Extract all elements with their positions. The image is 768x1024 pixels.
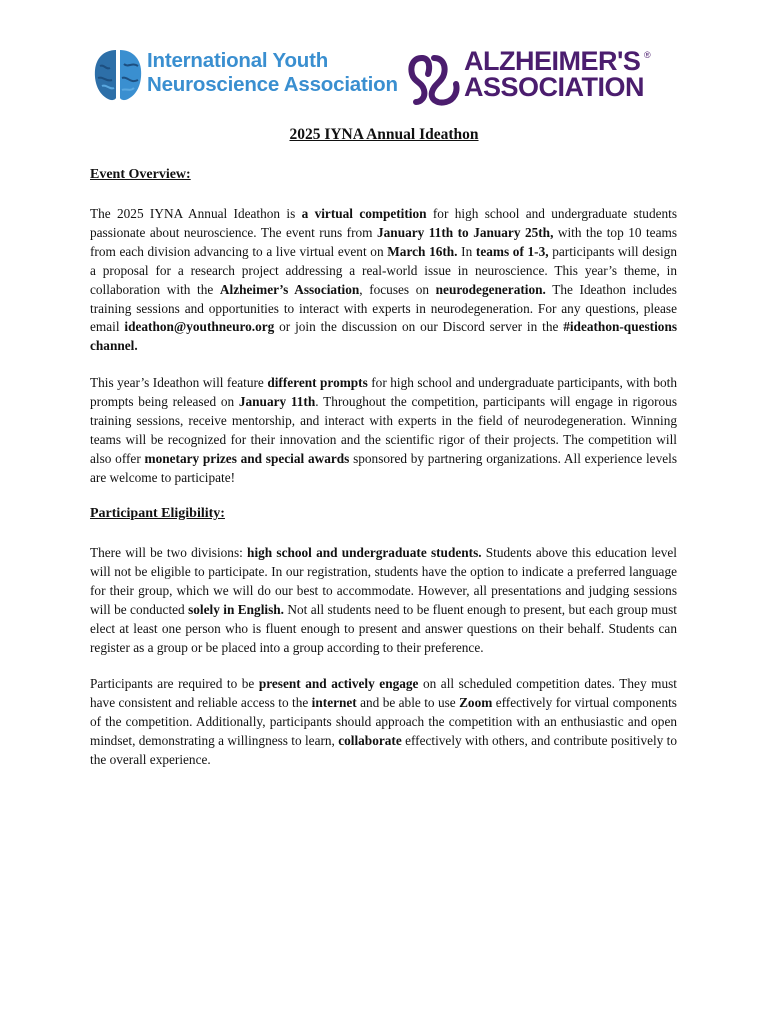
overview-paragraph-1: The 2025 IYNA Annual Ideathon is a virtual competition for high school and undergraduate students passionate about neuroscience. The event runs from January 11th to January 25th, with the top 10 teams from each division advancing to a live virtual event on March 16th. In teams of 1-3, participants will design a proposal for a research project addressing a real-world issue in neuroscience. This year’s theme, in collaboration with the Alzheimer’s Association, focuses on neurodegeneration. The Ideathon includes training sessions and opportunities to interact with experts in neurodegeneration. For any questions, please email ideathon@youthneuro.org or join the discussion on our Discord server in the #ideathon-questions channel. — [90, 206, 678, 354]
eligibility-paragraph-2: Participants are required to be present and actively engage on all scheduled competition dates. They must have consistent and reliable access to the internet and be able to use Zoom effectively for virtual components of the competition. Additionally, participants should approach the competition with an enthusiastic and open mindset, demonstrating a willingness to learn, collaborate effectively with others, and contribute positively to the overall experience. — [90, 676, 678, 767]
alz-line-2: ASSOCIATION — [464, 72, 645, 102]
alzheimers-wordmark — [464, 48, 644, 100]
event-overview-heading: Event Overview: — [90, 167, 191, 182]
alz-line-1: ALZHEIMER'S — [464, 46, 641, 76]
overview-paragraph-2: This year’s Ideathon will feature different prompts for high school and undergraduate participants, with both prompts being released on January 11th. Throughout the competition, participants will engage in rigorous training sessions, receive mentorship, and interact with experts in the field of neurodegeneration. Winning teams will be recognized for their innovation and the scientific rigor of their projects. The competition will also offer monetary prizes and special awards sponsored by partnering organizations. All experience levels are welcome to participate! — [90, 375, 678, 485]
eligibility-paragraph-1: There will be two divisions: high school and undergraduate students. Students above this education level will not be eligible to participate. In our registration, students have the option to indicate a preferred language for their group, which we will do our best to accommodate. However, all presentations and judging sessions will be conducted solely in English. Not all students need to be fluent enough to present, but each group must elect at least one person who is fluent enough to present and answer questions on their behalf. Students can register as a group or be placed into a group according to their preference. — [90, 545, 677, 655]
alzheimers-symbol-icon — [406, 54, 462, 106]
brain-globe-icon — [92, 46, 144, 104]
registered-mark: ® — [644, 50, 651, 60]
iyna-line-1: International Youth — [147, 49, 329, 72]
iyna-line-2: Neuroscience Association — [147, 73, 398, 96]
iyna-logo — [90, 44, 410, 106]
participant-eligibility-heading: Participant Eligibility: — [90, 506, 225, 521]
page-title: 2025 IYNA Annual Ideathon — [289, 126, 479, 143]
iyna-wordmark — [147, 49, 398, 97]
alzheimers-logo — [406, 48, 686, 106]
logo-row — [90, 44, 680, 106]
